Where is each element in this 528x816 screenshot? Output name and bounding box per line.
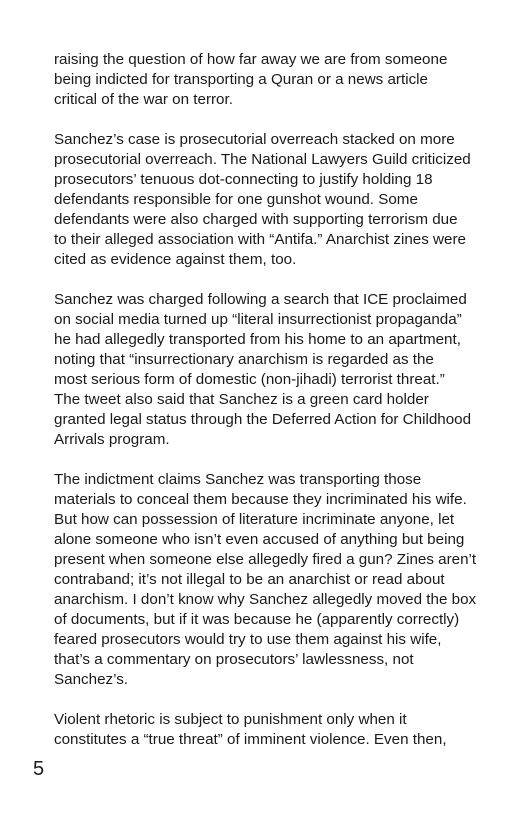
text-line: to their alleged association with “Antifa.” Anarchist zines were (54, 231, 466, 248)
text-line: Violent rhetoric is subject to punishment only when it (54, 711, 407, 728)
text-line: he had allegedly transported from his home to an apartment, (54, 331, 461, 348)
paragraph (54, 470, 500, 690)
text-line: feared prosecutors would try to use them against his wife, (54, 631, 442, 648)
text-line: defendants were also charged with supporting terrorism due (54, 211, 458, 228)
text-line: Sanchez’s case is prosecutorial overreach stacked on more (54, 131, 455, 148)
text-line: being indicted for transporting a Quran or a news article (54, 71, 428, 88)
text-line: Sanchez’s. (54, 671, 129, 688)
text-line: The tweet also said that Sanchez is a green card holder (54, 391, 429, 408)
article-body (54, 50, 500, 770)
text-line: on social media turned up “literal insurrectionist propaganda” (54, 311, 462, 328)
page-number: 5 (33, 758, 45, 780)
text-line: anarchism. I don’t know why Sanchez allegedly moved the box (54, 591, 477, 608)
paragraph (54, 130, 500, 270)
text-line: Arrivals program. (54, 431, 170, 448)
text-line: prosecutors’ tenuous dot-connecting to justify holding 18 (54, 171, 433, 188)
text-line: critical of the war on terror. (54, 91, 233, 108)
text-line: most serious form of domestic (non-jihadi) terrorist threat.” (54, 371, 445, 388)
text-line: of documents, but if it was because he (apparently correctly) (54, 611, 460, 628)
paragraph (54, 50, 500, 110)
text-line: cited as evidence against them, too. (54, 251, 297, 268)
text-line: But how can possession of literature incriminate anyone, let (54, 511, 455, 528)
text-line: materials to conceal them because they incriminated his wife. (54, 491, 467, 508)
paragraph (54, 710, 500, 750)
text-line: defendants responsible for one gunshot wound. Some (54, 191, 418, 208)
text-line: alone someone who isn’t even accused of anything but being (54, 531, 465, 548)
text-line: contraband; it’s not illegal to be an anarchist or read about (54, 571, 445, 588)
text-line: prosecutorial overreach. The National Lawyers Guild criticized (54, 151, 471, 168)
text-line: raising the question of how far away we are from someone (54, 51, 448, 68)
text-line: that’s a commentary on prosecutors’ lawlessness, not (54, 651, 414, 668)
text-line: constitutes a “true threat” of imminent violence. Even then, (54, 731, 447, 748)
text-line: present when someone else allegedly fired a gun? Zines aren’t (54, 551, 477, 568)
text-line: The indictment claims Sanchez was transporting those (54, 471, 422, 488)
paragraph (54, 290, 500, 450)
text-line: Sanchez was charged following a search that ICE proclaimed (54, 291, 467, 308)
text-line: granted legal status through the Deferred Action for Childhood (54, 411, 472, 428)
text-line: noting that “insurrectionary anarchism is regarded as the (54, 351, 434, 368)
